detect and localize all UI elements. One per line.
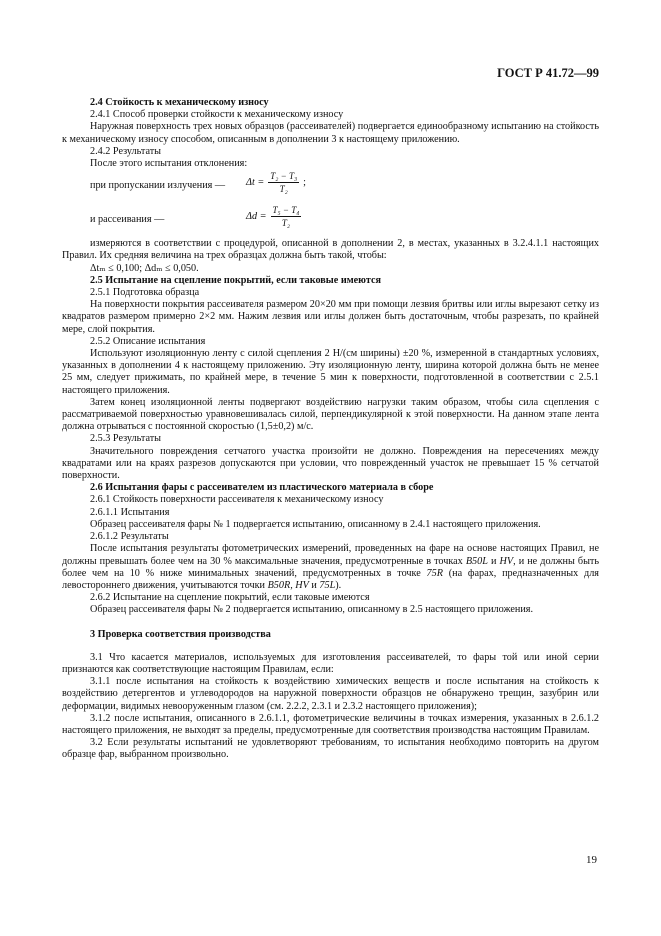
subsection-2-6-1-2: 2.6.1.2 Результаты: [90, 531, 169, 543]
fraction: [268, 170, 299, 195]
document-body: [62, 97, 599, 762]
section-2-5-heading: 2.5 Испытание на сцепление покрытий, если таковые имеются: [90, 274, 381, 286]
section-2-4-heading: 2.4 Стойкость к механическому износу: [90, 97, 269, 108]
formula-tail: ;: [303, 176, 306, 188]
subsection-2-5-1: 2.5.1 Подготовка образца: [90, 287, 200, 299]
paragraph: Наружная поверхность трех новых образцов (рассеивателей) подвергается единообразному испытанию на стойкость к механическому износу способом, описанным в дополнении 3 к настоящему приложению.: [62, 121, 599, 145]
page-number: 19: [586, 854, 597, 866]
paragraph: После этого испытания отклонения:: [90, 158, 248, 170]
paragraph: Значительного повреждения сетчатого участка произойти не должно. Повреждения на пересечениях между квадратами или на краях разрезов допускаются при условии, что поврежденный участок не превышает 15 % сетчатой поверхности.: [62, 445, 599, 482]
paragraph: На поверхности покрытия рассеивателя размером 20×20 мм при помощи лезвия бритвы или иглы вырезают сетку из квадратов размером примерно 2×2 мм. Нажим лезвия или иглы должен быть достаточным, чтобы разрезать, по крайней мере, слой покрытия.: [62, 299, 599, 335]
formula-label: при пропускании излучения —: [90, 180, 226, 192]
subsection-2-6-1: 2.6.1 Стойкость поверхности рассеивателя к механическому износу: [90, 494, 384, 506]
paragraph: Образец рассеивателя фары № 1 подвергается испытанию, описанному в 2.4.1 настоящего приложения.: [90, 518, 541, 530]
formula-label: и рассеивания —: [90, 214, 165, 226]
subsection-2-4-2: 2.4.2 Результаты: [90, 145, 162, 157]
paragraph: 3.1 Что касается материалов, используемых для изготовления рассеивателей, то фары той или иной серии признаются как соответствующие настоящим Правилам, если:: [62, 651, 599, 675]
subsection-2-6-2: 2.6.2 Испытание на сцепление покрытий, если таковые имеются: [90, 592, 370, 604]
subsection-2-4-1: 2.4.1 Способ проверки стойкости к механическому износу: [90, 109, 344, 121]
paragraph: Образец рассеивателя фары № 2 подвергается испытанию, описанному в 2.5 настоящего приложения.: [90, 604, 534, 616]
section-3-heading: 3 Проверка соответствия производства: [90, 628, 271, 640]
section-2-6-heading: 2.6 Испытания фары с рассеивателем из пластического материала в сборе: [90, 482, 434, 494]
subsection-2-5-2: 2.5.2 Описание испытания: [90, 335, 206, 347]
paragraph: Используют изоляционную ленту с силой сцепления 2 Н/(см ширины) ±20 %, измеренной в стандартных условиях, указанных в дополнении 4 к настоящему приложению. Эту изоляционную ленту, ширина которой должна быть не менее 25 мм, следует прижимать, по крайней мере, в течение 5 мин к поверхности, подготовленной в соответствии с 2.5.1 настоящего приложения.: [62, 348, 599, 396]
fraction-numerator: T₅ − T₄: [271, 204, 302, 217]
paragraph: 3.1.2 после испытания, описанного в 2.6.1.1, фотометрические величины в точках измерения, указанных в 2.6.1.2 настоящего приложения, не выходят за пределы, предусмотренные для соответствия производства настоящим Правилам.: [62, 712, 599, 736]
limits-line: Δtₘ ≤ 0,100; Δdₘ ≤ 0,050.: [90, 262, 199, 274]
paragraph: Затем конец изоляционной ленты подвергают воздействию нагрузки таким образом, чтобы сила сцепления с рассматриваемой поверхностью уравновешивалась силой, перпендикулярной к этой поверхности. На данном этапе лента должна отрываться с постоянной скоростью (1,5±0,2) м/с.: [62, 396, 599, 433]
formula-scattering: [62, 204, 599, 238]
fraction: [271, 204, 302, 229]
fraction-numerator: T₂ − T₃: [268, 170, 299, 183]
paragraph: 3.1.1 после испытания на стойкость к воздействию химических веществ и после испытания на стойкость к воздействию детергентов и углеводородов на наружной поверхности образцов не обнаружено трещин, зазубрин или деформации, видимых невооруженным глазом (см. 2.2.2, 2.3.1 и 2.3.2 настоящего приложения);: [62, 676, 599, 712]
subsection-2-5-3: 2.5.3 Результаты: [90, 433, 162, 445]
fraction-denominator: T₂: [279, 184, 288, 195]
formula-lhs: Δt =: [246, 176, 265, 188]
document-code-header: ГОСТ Р 41.72—99: [497, 66, 599, 80]
paragraph: измеряются в соответствии с процедурой, описанной в дополнении 2, в местах, указанных в 3.2.4.1.1 настоящих Правил. Их средняя величина на трех образцах должна быть такой, чтобы:: [62, 238, 599, 262]
formula-transmission: [62, 170, 599, 204]
paragraph: 3.2 Если результаты испытаний не удовлетворяют требованиям, то испытания необходимо повторить на другом образце фар, выбранном произвольно.: [62, 737, 599, 761]
fraction-denominator: T₂: [281, 218, 290, 229]
subsection-2-6-1-1: 2.6.1.1 Испытания: [90, 506, 170, 518]
paragraph: После испытания результаты фотометрических измерений, проведенных на фаре на основе настоящих Правил, не должны превышать более чем на 30 % максимальные значения, предусмотренные в точках B50L и HV, и не должны быть более чем на 10 % ниже минимальных значений, предусмотренных в точке 75R (на фарах, предназначенных для левостороннего движения, учитываются точки B50R, HV и 75L).: [62, 543, 600, 591]
formula-lhs: Δd =: [246, 210, 267, 222]
